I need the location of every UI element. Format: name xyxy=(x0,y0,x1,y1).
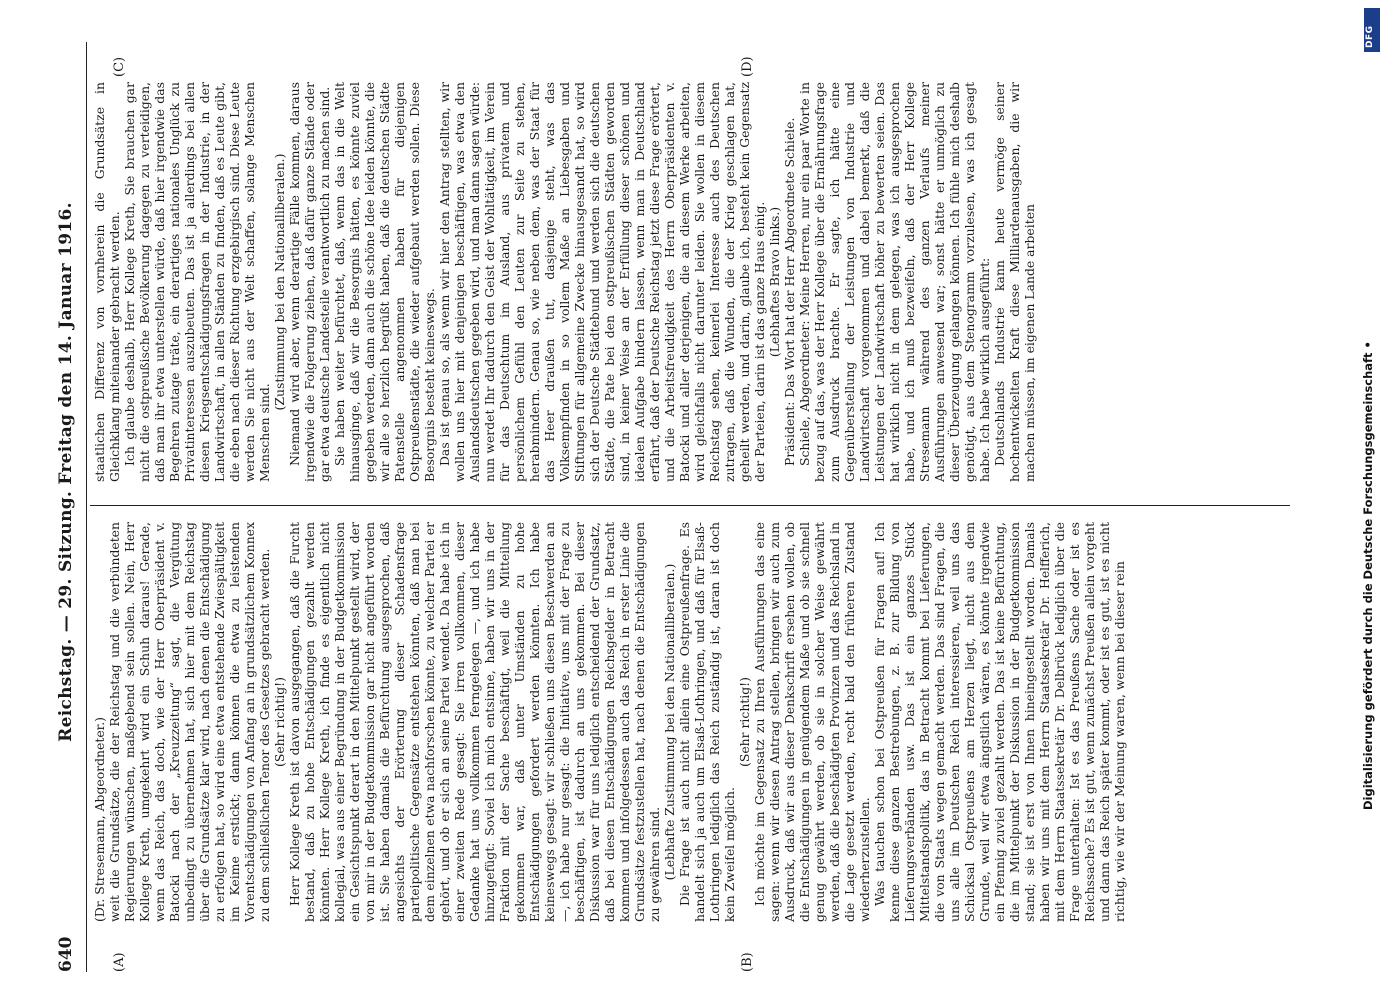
left-column xyxy=(92,522,1287,922)
interjection: (Lebhaftes Bravo links.) xyxy=(767,206,782,358)
margin-mark-b: (B) xyxy=(740,952,755,972)
paragraph: Ich möchte im Gegensatz zu Ihren Ausführungen das eine sagen: wenn wir diesen Antrag stellen, bringen wir auch zum Ausdruck, daß wir aus dieser Denkschrift ersehen wollen, ob die Entschädigungen in genügendem Maße und ob sie schnell genug gewährt werden, ob sie in solcher Weise gewährt werden, daß die beschädigten Provinzen und das Reichsland in die Lage gesetzt werden, recht bald den früheren Zustand wiederherzustellen. xyxy=(752,522,872,922)
column-divider xyxy=(90,505,1290,506)
interjection: (Sehr richtig!) xyxy=(272,677,287,767)
speaker-note: (Dr. Stresemann, Abgeordneter.) xyxy=(92,716,107,922)
interjection: (Lebhafte Zustimmung bei den Nationalliberalen.) xyxy=(662,563,677,881)
paragraph: Was tauchen schon bei Ostpreußen für Fragen auf! Ich kenne diese ganzen Bestrebungen, z. B. zur Bildung von Lieferungsverbänden usw. Das ist ein ganzes Stück Mittelstandspolitik, das in Betracht kommt bei Lieferungen, die von Staats wegen gemacht werden. Das sind Fragen, die uns alle im Deutschen Reich interessieren, weil uns das Schicksal Ostpreußens am Herzen liegt, nicht aus dem Grunde, weil wir etwa ängstlich wären, es könnte irgendwie ein Pfennig zuviel gezahlt werden. Das ist keine Befürchtung, die im Mittelpunkt der Diskussion in der Budgetkommission stand; sie ist erst von Ihnen hineingestellt worden. Damals haben wir uns mit dem Herrn Staatssekretär Dr. Helfferich, mit dem Herrn Staatssekretär Dr. Delbrück lediglich über die Frage unterhalten: Ist es das Preußens Sache oder ist es Reichssache? Es ist gut, wenn zunächst Preußen allein vorgeht und dann das Reich später kommt, oder ist es gut, ist es nicht richtig, wie wir der Meinung waren, wenn bei dieser rein xyxy=(872,522,1127,922)
dfg-logo xyxy=(1364,8,1380,52)
paragraph: Sie haben weiter befürchtet, daß, wenn das in die Welt hinausginge, daß wir die Besorgnis hätten, es könnte zuviel gegeben werden, dann auch die schöne Idee leiden könnte, die wir alle so herzlich begrüßt haben, daß die deutschen Städte Patenstelle angenommen haben für diejenigen Ostpreußenstädte, die wieder aufgebaut werden sollen. Diese Besorgnis besteht keineswegs. xyxy=(332,82,437,482)
running-title: Reichstag. — 29. Sitzung. Freitag den 14. Januar 1916. xyxy=(56,202,76,742)
interjection: (Zustimmung bei den Nationalliberalen.) xyxy=(272,153,287,411)
quotation: Deutschlands Industrie kann heute vermöge seiner hochentwickelten Kraft diese Milliardenausgaben, die wir machen müssen, im eigenen Lande arbeiten xyxy=(992,82,1037,482)
president-speech: Präsident: Das Wort hat der Herr Abgeordnete Schiele. xyxy=(782,117,797,466)
paragraph: Schiele, Abgeordneter: Meine Herren, nur ein paar Worte in bezug auf das, was der Herr Kollege über die Ernährungsfrage zum Ausdruck brachte. Er sagte, ich hätte eine Gegenüberstellung der Leistungen von Industrie und Landwirtschaft vorgenommen und dabei bemerkt, daß die Leistungen der Landwirtschaft höher zu bewerten seien. Das hat wirklich nicht in dem gelegen, was ich ausgesprochen habe, und ich muß bezweifeln, daß der Herr Kollege Stresemann während des ganzen Verlaufs meiner Ausführungen anwesend war; sonst hätte er unmöglich zu dieser Überzeugung gelangen können. Ich fühle mich deshalb genötigt, aus dem Stenogramm vorzulesen, was ich gesagt habe. Ich habe wirklich ausgeführt: xyxy=(797,82,992,482)
paragraph: weit die Grundsätze, die der Reichstag und die verbündeten Regierungen wünschen, maßgebend sein sollen. Nein, Herr Kollege Kreth, umgekehrt wird ein Schuh daraus! Gerade, wenn das Reich, das doch, wie der Herr Oberpräsident v. Batocki nach der „Kreuzzeitung“ sagt, die Vergütung unbedingt zu übernehmen hat, sich hier mit dem Reichstag über die Grundsätze klar wird, nach denen die Entschädigung zu erfolgen hat, so wird eine etwa entstehende Zwiespältigkeit im Keime erstickt; dann können die etwa zu leistenden Vorentschädigungen von Anfang an in grundsätzlichem Konnex zu dem schließlichen Tenor des Gesetzes gebracht werden. xyxy=(107,522,272,922)
credit-text: Digitalisierung gefördert durch die Deutsche Forschungsgemeinschaft • xyxy=(1361,341,1375,810)
paragraph: Das ist genau so, als wenn wir hier den Antrag stellten, wir wollen uns hier mit denjenigen beschäftigen, was etwa den Auslandsdeutschen gegeben wird, und man dann sagen würde: nun werdet Ihr dadurch den Geist der Wohltätigkeit, im Verein für das Deutschtum im Ausland, aus privatem und persönlichem Gefühl den Leuten zur Seite zu stehen, herabmindern. Genau so, wie neben dem, was der Staat für das Heer draußen tut, dasjenige steht, was das Volksempfinden in so vollem Maße an Liebesgaben und Stiftungen für allgemeine Zwecke hinausgesandt hat, so wird sich der Deutsche Städtebund und werden sich die deutschen Städte, die Pate bei den ostpreußischen Städten geworden sind, in keiner Weise an der Erfüllung dieser schönen und idealen Aufgabe hindern lassen, wenn man in Deutschland erfährt, daß der Deutsche Reichstag jetzt diese Frage erörtert, und die Arbeitsfreudigkeit des Herrn Oberpräsidenten v. Batocki und aller derjenigen, die an diesem Werke arbeiten, wird gleichfalls nicht darunter leiden. Sie wollen in diesem Reichstag sehen, keinerlei Interesse auch des Deutschen zutragen, daß die Wunden, die der Krieg geschlagen hat, geheilt werden, und darin, glaube ich, besteht kein Gegensatz der Parteien, darin ist das ganze Haus einig. xyxy=(437,82,767,482)
margin-mark-a: (A) xyxy=(112,952,127,972)
margin-mark-d: (D) xyxy=(740,56,755,77)
paragraph: Herr Kollege Kreth ist davon ausgegangen, daß die Furcht bestand, daß zu hohe Entschädigungen gezahlt werden könnten. Herr Kollege Kreth, ich finde es eigentlich nicht kollegial, was aus einer Begründung in der Budgetkommission ein Gesichtspunkt derart in den Mittelpunkt gestellt wird, der von mir in der Budgetkommission gar nicht angeführt worden ist. Sie haben damals die Befürchtung ausgesprochen, daß angesichts der Erörterung dieser Schadensfrage parteipolitische Gegensätze entstehen könnten, daß man bei dem einzelnen etwa nachforschen könnte, zu welcher Partei er gehört, und ob er sich an seine Partei wendet. Da habe ich in einer zweiten Rede gesagt: Sie irren vollkommen, dieser Gedanke hat uns vollkommen ferngelegen —, und ich habe hinzugefügt: Soviel ich mich entsinne, haben wir uns in der Fraktion mit der Sache beschäftigt, weil die Mitteilung gekommen war, daß unter Umständen zu hohe Entschädigungen gefordert werden könnten. Ich habe keineswegs gesagt: wir schließen uns diesen Beschwerden an —, ich habe nur gesagt: die Initiative, uns mit der Frage zu beschäftigen, ist dadurch an uns gekommen. Bei dieser Diskussion war für uns lediglich entscheidend der Grundsatz, daß bei diesen Entschädigungen Reichsgelder in Betracht kommen und infolgedessen auch das Reich in erster Linie die Grundsätze festzustellen hat, nach denen die Entschädigungen zu gewähren sind. xyxy=(287,522,662,922)
paragraph: Die Frage ist auch nicht allein eine Ostpreußenfrage. Es handelt sich ja auch um Elsaß-Lothringen, und daß für Elsaß-Lothringen lediglich das Reich zuständig ist, daran ist doch kein Zweifel möglich. xyxy=(677,522,737,922)
paragraph: Ich glaube deshalb, Herr Kollege Kreth, Sie brauchen gar nicht die ostpreußische Bevölkerung dagegen zu verteidigen, daß man ihr etwa unterstellen würde, daß hier irgendwie das Begehren zutage träte, ein derartiges nationales Unglück zu Privatinteressen auszubeuten. Das ist ja allerdings bei allen diesen Kriegsentschädigungsfragen in der Industrie, in der Landwirtschaft, in allen Ständen zu finden, daß es Leute gibt, die eben nach dieser Richtung erzgebirgisch sind. Diese Leute werden Sie nicht aus der Welt schaffen, solange Menschen Menschen sind. xyxy=(122,82,272,482)
page-header xyxy=(50,42,87,972)
paragraph: staatlichen Differenz von vornherein die Grundsätze in Gleichklang miteinander gebracht werden. xyxy=(92,82,122,482)
margin-mark-c: (C) xyxy=(112,56,127,77)
page-number: 640 xyxy=(56,936,76,972)
paragraph: Niemand wird aber, wenn derartige Fälle kommen, daraus irgendwie die Folgerung ziehen, daß dafür ganze Stände oder gar etwa deutsche Landesteile verantwortlich zu machen sind. xyxy=(287,82,332,482)
interjection: (Sehr richtig!) xyxy=(737,677,752,767)
digitization-credit xyxy=(1361,0,1377,1000)
rotated-page xyxy=(50,42,1295,972)
dfg-logo-text: DFG xyxy=(1365,25,1375,48)
right-column xyxy=(92,82,1287,482)
